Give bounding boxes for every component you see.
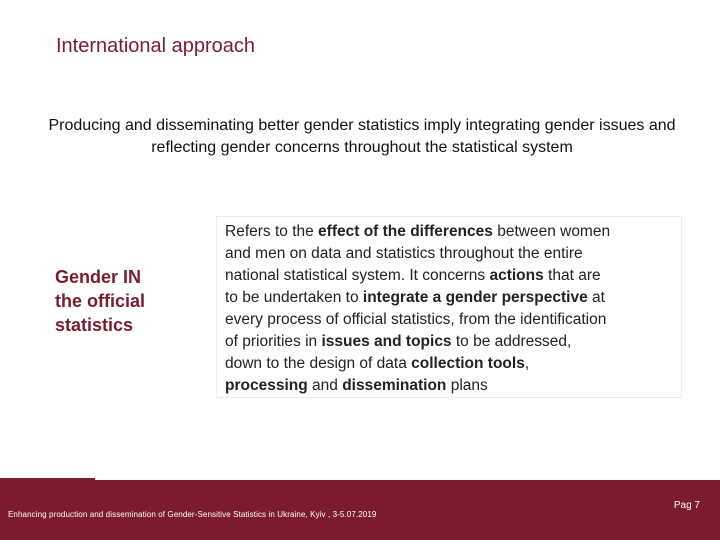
footer-tab [0,478,95,500]
definition-box [216,216,682,398]
page-number: Pag 7 [673,500,700,511]
definition-line: down to the design of data collection tools, [225,355,530,372]
left-label-line: the official [55,291,146,311]
definition-line: processing and dissemination plans [225,377,488,394]
definition-line: and men on data and statistics throughout the entire [225,245,583,262]
gender-in-official-statistics-label [55,265,195,337]
intro-text: Producing and disseminating better gender statistics imply integrating gender issues and reflecting gender concerns throughout the statistical system [48,117,676,156]
slide-title: International approach [56,35,256,57]
definition-line: national statistical system. It concerns actions that are [225,267,601,284]
left-label-line: Gender IN [55,267,142,287]
footer-bar [0,499,720,540]
footer-band-upper [95,480,720,500]
definition-line: to be undertaken to integrate a gender perspective at [225,289,605,306]
definition-line: every process of official statistics, from the identification [225,311,607,328]
footer-text: Enhancing production and dissemination of Gender-Sensitive Statistics in Ukraine, Kyiv , 3-5.07.2019 [8,510,377,519]
definition-line: of priorities in issues and topics to be addressed, [225,333,572,350]
left-label-line: statistics [55,315,134,335]
definition-line: Refers to the effect of the differences between women [225,223,611,240]
